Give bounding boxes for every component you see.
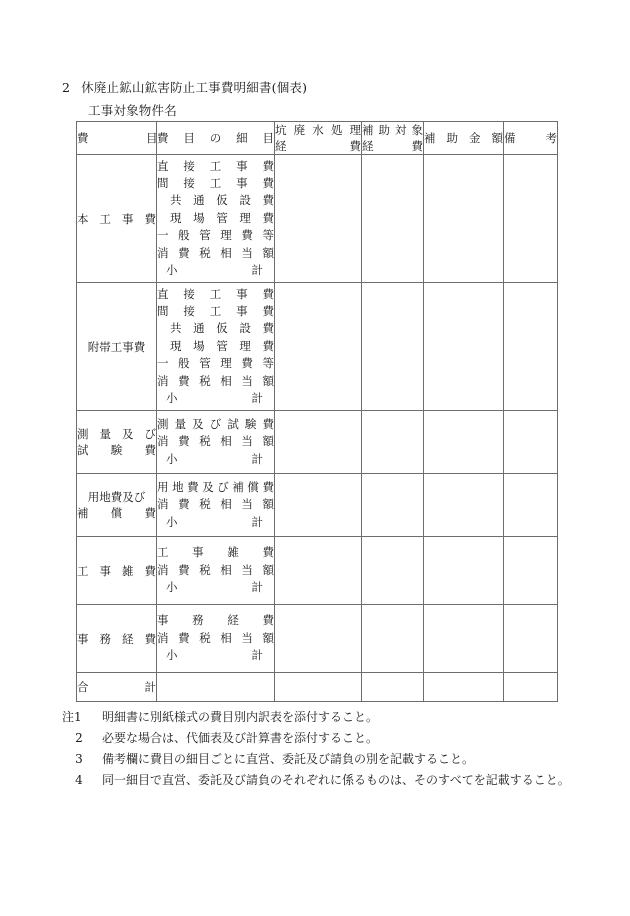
row-item-administrative-expense [77, 605, 157, 673]
cell-total-subsidy-target-cost[interactable] [362, 673, 424, 702]
item-label: 本 工 事 費 [77, 211, 156, 226]
item-label: 用地費及び [87, 490, 146, 504]
cell-subsidy-target-cost[interactable] [362, 537, 424, 605]
row-details-survey-and-test [157, 411, 275, 474]
cell-mine-water-cost[interactable] [275, 537, 362, 605]
row-details-administrative-expense [157, 605, 275, 673]
row-details-misc-construction [157, 537, 275, 605]
footnote-item [62, 749, 582, 770]
header-mine-water-line2: 経 費 [275, 139, 361, 153]
table-row [77, 474, 558, 537]
detail-line: 事 務 経 費 [157, 613, 274, 628]
footnote-text: 必要な場合は、代価表及び計算書を添付すること。 [102, 731, 379, 745]
row-item-survey-and-test [77, 411, 157, 474]
table-header-row [77, 122, 558, 155]
item-label: 附帯工事費 [87, 339, 146, 354]
cell-total-subsidy-amount[interactable] [424, 673, 504, 702]
footnote-text: 明細書に別紙様式の費目別内訳表を添付すること。 [102, 710, 379, 724]
table-body [77, 155, 558, 702]
item-label: 測 量 及 び [77, 427, 156, 441]
footnotes [62, 707, 582, 791]
row-details-land-and-compensation [157, 474, 275, 537]
detail-line: 現 場 管 理 費 [170, 338, 274, 353]
cell-remarks[interactable] [504, 155, 558, 283]
header-detail [157, 122, 275, 155]
table-row [77, 283, 558, 411]
header-remarks-label: 備 考 [504, 131, 557, 145]
cell-remarks[interactable] [504, 537, 558, 605]
cell-mine-water-cost[interactable] [275, 411, 362, 474]
detail-subtotal-line: 小 計 [166, 263, 263, 278]
detail-line: 間 接 工 事 費 [157, 303, 274, 318]
header-item [77, 122, 157, 155]
cell-subsidy-amount[interactable] [424, 474, 504, 537]
detail-line: 用地費及び補償費 [157, 479, 274, 494]
total-label: 合 計 [77, 680, 156, 694]
cell-subsidy-target-cost[interactable] [362, 411, 424, 474]
item-label: 事 務 経 費 [77, 631, 156, 646]
detail-line: 工 事 雑 費 [157, 545, 274, 560]
table-row [77, 537, 558, 605]
item-label: 工 事 雑 費 [77, 563, 156, 578]
header-remarks [504, 122, 558, 155]
subject-label: 工事対象物件名 [88, 103, 177, 118]
cell-subsidy-target-cost[interactable] [362, 155, 424, 283]
detail-line: 間 接 工 事 費 [157, 175, 274, 190]
detail-line: 消 費 税 相 当 額 [157, 497, 274, 512]
detail-subtotal-line: 小 計 [166, 648, 263, 663]
cell-subsidy-amount[interactable] [424, 537, 504, 605]
cell-remarks[interactable] [504, 283, 558, 411]
cell-subsidy-target-cost[interactable] [362, 474, 424, 537]
footnote-text: 同一細目で直営、委託及び請負のそれぞれに係るものは、そのすべてを記載すること。 [102, 773, 570, 787]
detail-line: 一 般 管 理 費 等 [157, 356, 274, 371]
detail-line: 消 費 税 相 当 額 [157, 562, 274, 577]
header-item-label: 費 目 [77, 131, 158, 145]
footnote-text: 備考欄に費目の細目ごとに直営、委託及び請負の別を記載すること。 [102, 752, 475, 766]
header-subsidy-target-line2: 経 費 [362, 139, 423, 153]
footnote-marker: 4 [75, 773, 83, 787]
item-label: 補 償 費 [77, 506, 156, 520]
row-details-ancillary-construction [157, 283, 275, 411]
footnote-marker: 2 [75, 731, 83, 745]
page-title [62, 78, 307, 96]
cell-mine-water-cost[interactable] [275, 155, 362, 283]
detail-subtotal-line: 小 計 [166, 580, 263, 595]
cell-subsidy-target-cost[interactable] [362, 283, 424, 411]
cell-remarks[interactable] [504, 605, 558, 673]
detail-line: 消 費 税 相 当 額 [157, 373, 274, 388]
row-item-ancillary-construction [77, 283, 157, 411]
table-row [77, 155, 558, 283]
title-text: 休廃止鉱山鉱害防止工事費明細書(個表) [81, 80, 308, 95]
cell-total-mine-water-cost[interactable] [275, 673, 362, 702]
detail-line: 共 通 仮 設 費 [170, 193, 274, 208]
header-mine-water-treatment-cost [275, 122, 362, 155]
detail-line: 共 通 仮 設 費 [170, 321, 274, 336]
row-item-land-and-compensation [77, 474, 157, 537]
row-details-main-construction [157, 155, 275, 283]
item-label: 試 験 費 [77, 443, 156, 457]
detail-line: 消 費 税 相 当 額 [157, 434, 274, 449]
detail-line: 消 費 税 相 当 額 [157, 630, 274, 645]
row-item-grand-total [77, 673, 157, 702]
cost-breakdown-table [76, 121, 558, 702]
detail-subtotal-line: 小 計 [166, 391, 263, 406]
cell-mine-water-cost[interactable] [275, 605, 362, 673]
table-total-row [77, 673, 558, 702]
cell-total-remarks[interactable] [504, 673, 558, 702]
cell-mine-water-cost[interactable] [275, 474, 362, 537]
header-detail-label: 費 目 の 細 目 [157, 131, 274, 145]
cell-remarks[interactable] [504, 474, 558, 537]
cell-total-detail[interactable] [157, 673, 275, 702]
detail-line: 消 費 税 相 当 額 [157, 245, 274, 260]
row-item-main-construction [77, 155, 157, 283]
row-item-misc-construction [77, 537, 157, 605]
detail-line: 現 場 管 理 費 [170, 210, 274, 225]
detail-line: 測 量 及 び 試 験 費 [157, 416, 274, 431]
cell-subsidy-amount[interactable] [424, 411, 504, 474]
cell-mine-water-cost[interactable] [275, 283, 362, 411]
header-subsidy-amount-label: 補 助 金 額 [424, 131, 503, 145]
detail-line: 一 般 管 理 費 等 [157, 228, 274, 243]
footnote-item [62, 770, 582, 791]
cell-remarks[interactable] [504, 411, 558, 474]
header-subsidy-target-line1: 補助対象 [362, 123, 423, 137]
footnote-marker: 3 [75, 752, 83, 766]
cell-subsidy-amount[interactable] [424, 605, 504, 673]
table-row [77, 411, 558, 474]
detail-line: 直 接 工 事 費 [157, 158, 274, 173]
footnote-item [62, 707, 582, 728]
footnote-item [62, 728, 582, 749]
section-number: 2 [62, 80, 71, 95]
detail-subtotal-line: 小 計 [166, 514, 263, 529]
header-mine-water-line1: 坑 廃 水 処 理 [275, 123, 361, 137]
detail-subtotal-line: 小 計 [166, 451, 263, 466]
footnote-marker: 注1 [62, 710, 82, 724]
cell-subsidy-amount[interactable] [424, 155, 504, 283]
header-subsidy-amount [424, 122, 504, 155]
header-subsidy-target-cost [362, 122, 424, 155]
detail-line: 直 接 工 事 費 [157, 286, 274, 301]
cell-subsidy-amount[interactable] [424, 283, 504, 411]
cell-subsidy-target-cost[interactable] [362, 605, 424, 673]
table-row [77, 605, 558, 673]
